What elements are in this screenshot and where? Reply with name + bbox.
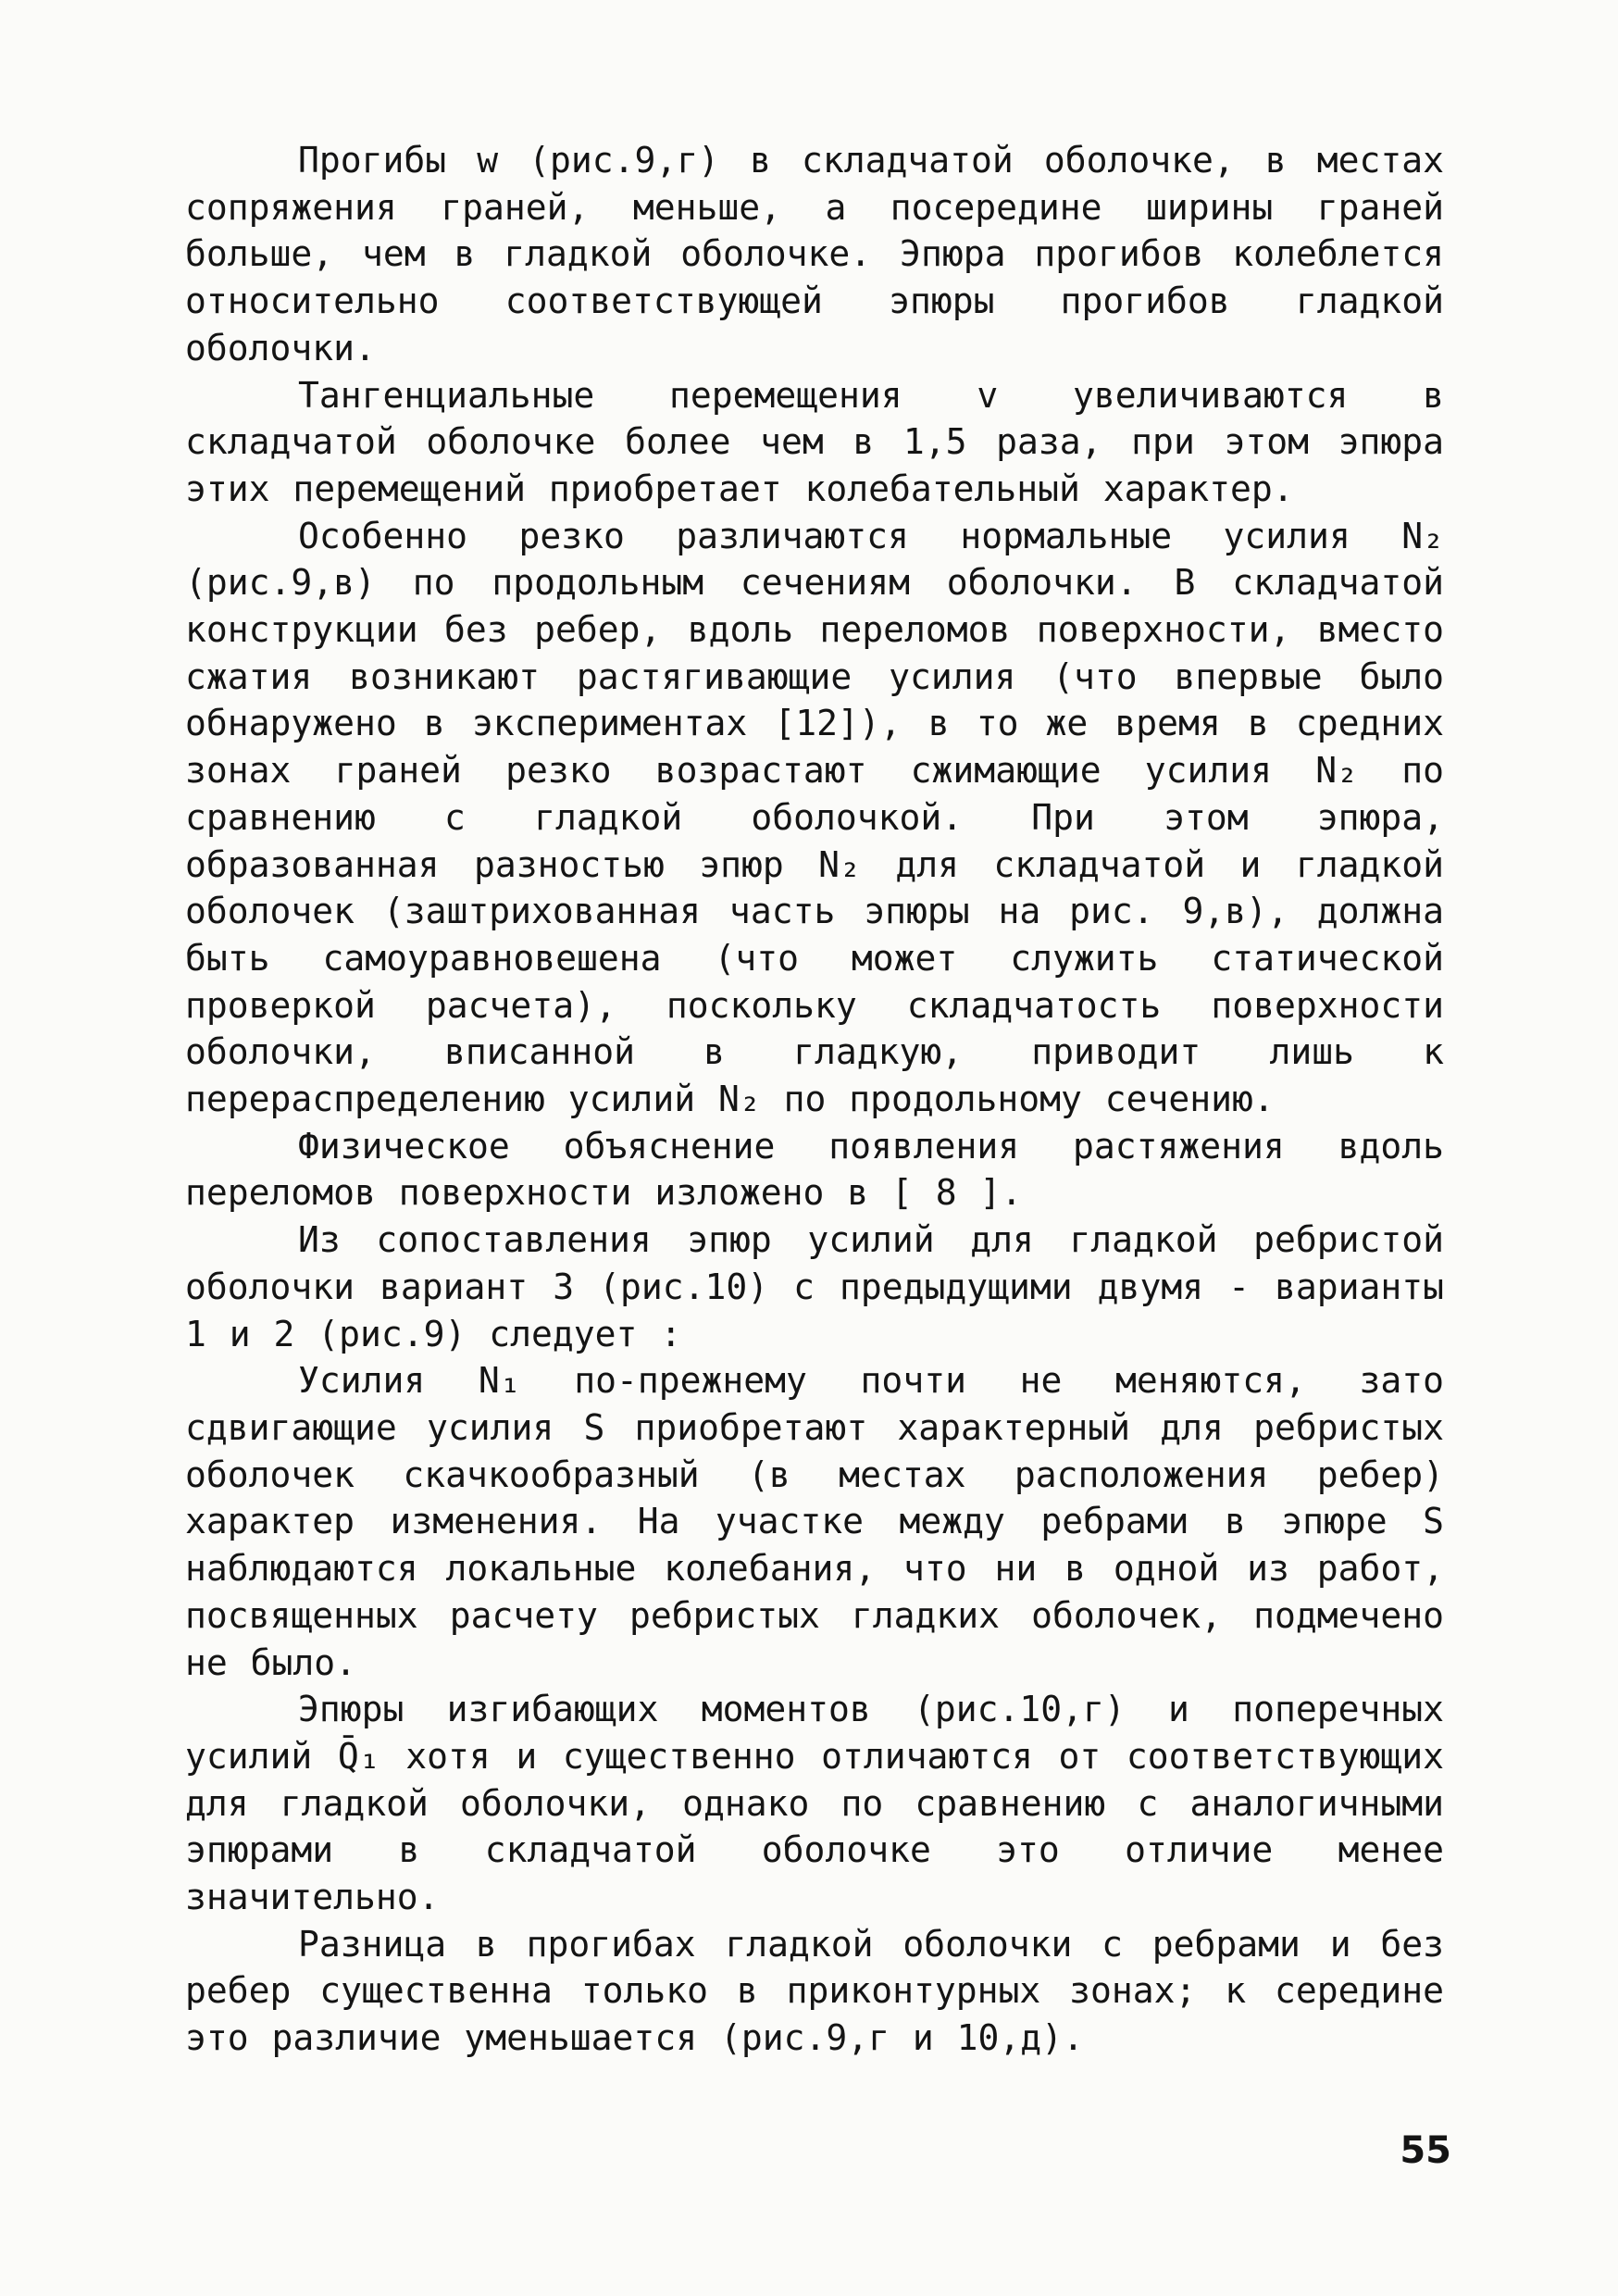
paragraph-bending-moments: Эпюры изгибающих моментов (рис.10,г) и поперечных усилий Q̄₁ хотя и существенно отличаются от соответствующих для гладкой оболочки, однако по сравнению с аналогичными эпюрами в складчатой оболочке это отличие менее значительно.: [185, 1689, 1444, 1918]
body-text: [185, 137, 1444, 2062]
paragraph-deflection-difference: Разница в прогибах гладкой оболочки с ребрами и без ребер существенна только в приконтурных зонах; к середине это различие уменьшается (рис.9,г и 10,д).: [185, 1923, 1444, 2059]
paragraph-normal-forces: Особенно резко различаются нормальные усилия N₂ (рис.9,в) по продольным сечениям оболочки. В складчатой конструкции без ребер, вдоль переломов поверхности, вместо сжатия возникают растягивающие усилия (что впервые было обнаружено в экспериментах [12]), в то же время в средних зонах граней резко возрастают сжимающие усилия N₂ по сравнению с гладкой оболочкой. При этом эпюра, образованная разностью эпюр N₂ для складчатой и гладкой оболочек (заштрихованная часть эпюры на рис. 9,в), должна быть самоуравновешена (что может служить статической проверкой расчета), поскольку складчатость поверхности оболочки, вписанной в гладкую, приводит лишь к перераспределению усилий N₂ по продольному сечению.: [185, 515, 1444, 1120]
paragraph-shear-forces: Усилия N₁ по-прежнему почти не меняются, зато сдвигающие усилия S приобретают характерный для ребристых оболочек скачкообразный (в местах расположения ребер) характер изменения. На участке между ребрами в эпюре S наблюдаются локальные колебания, что ни в одной из работ, посвященных расчету ребристых гладких оболочек, подмечено не было.: [185, 1360, 1444, 1683]
paragraph-physical-explanation: Физическое объяснение появления растяжения вдоль переломов поверхности изложено в [ 8 ].: [185, 1125, 1444, 1214]
paragraph-comparison-intro: Из сопоставления эпюр усилий для гладкой ребристой оболочки вариант 3 (рис.10) с предыдущими двумя - варианты 1 и 2 (рис.9) следует :: [185, 1219, 1444, 1354]
paragraph-deflections: Прогибы w (рис.9,г) в складчатой оболочке, в местах сопряжения граней, меньше, а посередине ширины граней больше, чем в гладкой оболочке. Эпюра прогибов колеблется относительно соответствующей эпюры прогибов гладкой оболочки.: [185, 140, 1444, 368]
paragraph-tangential-displacements: Тангенциальные перемещения v увеличиваются в складчатой оболочке более чем в 1,5 раза, при этом эпюра этих перемещений приобретает колебательный характер.: [185, 374, 1444, 509]
page-number: 55: [1400, 2129, 1451, 2172]
